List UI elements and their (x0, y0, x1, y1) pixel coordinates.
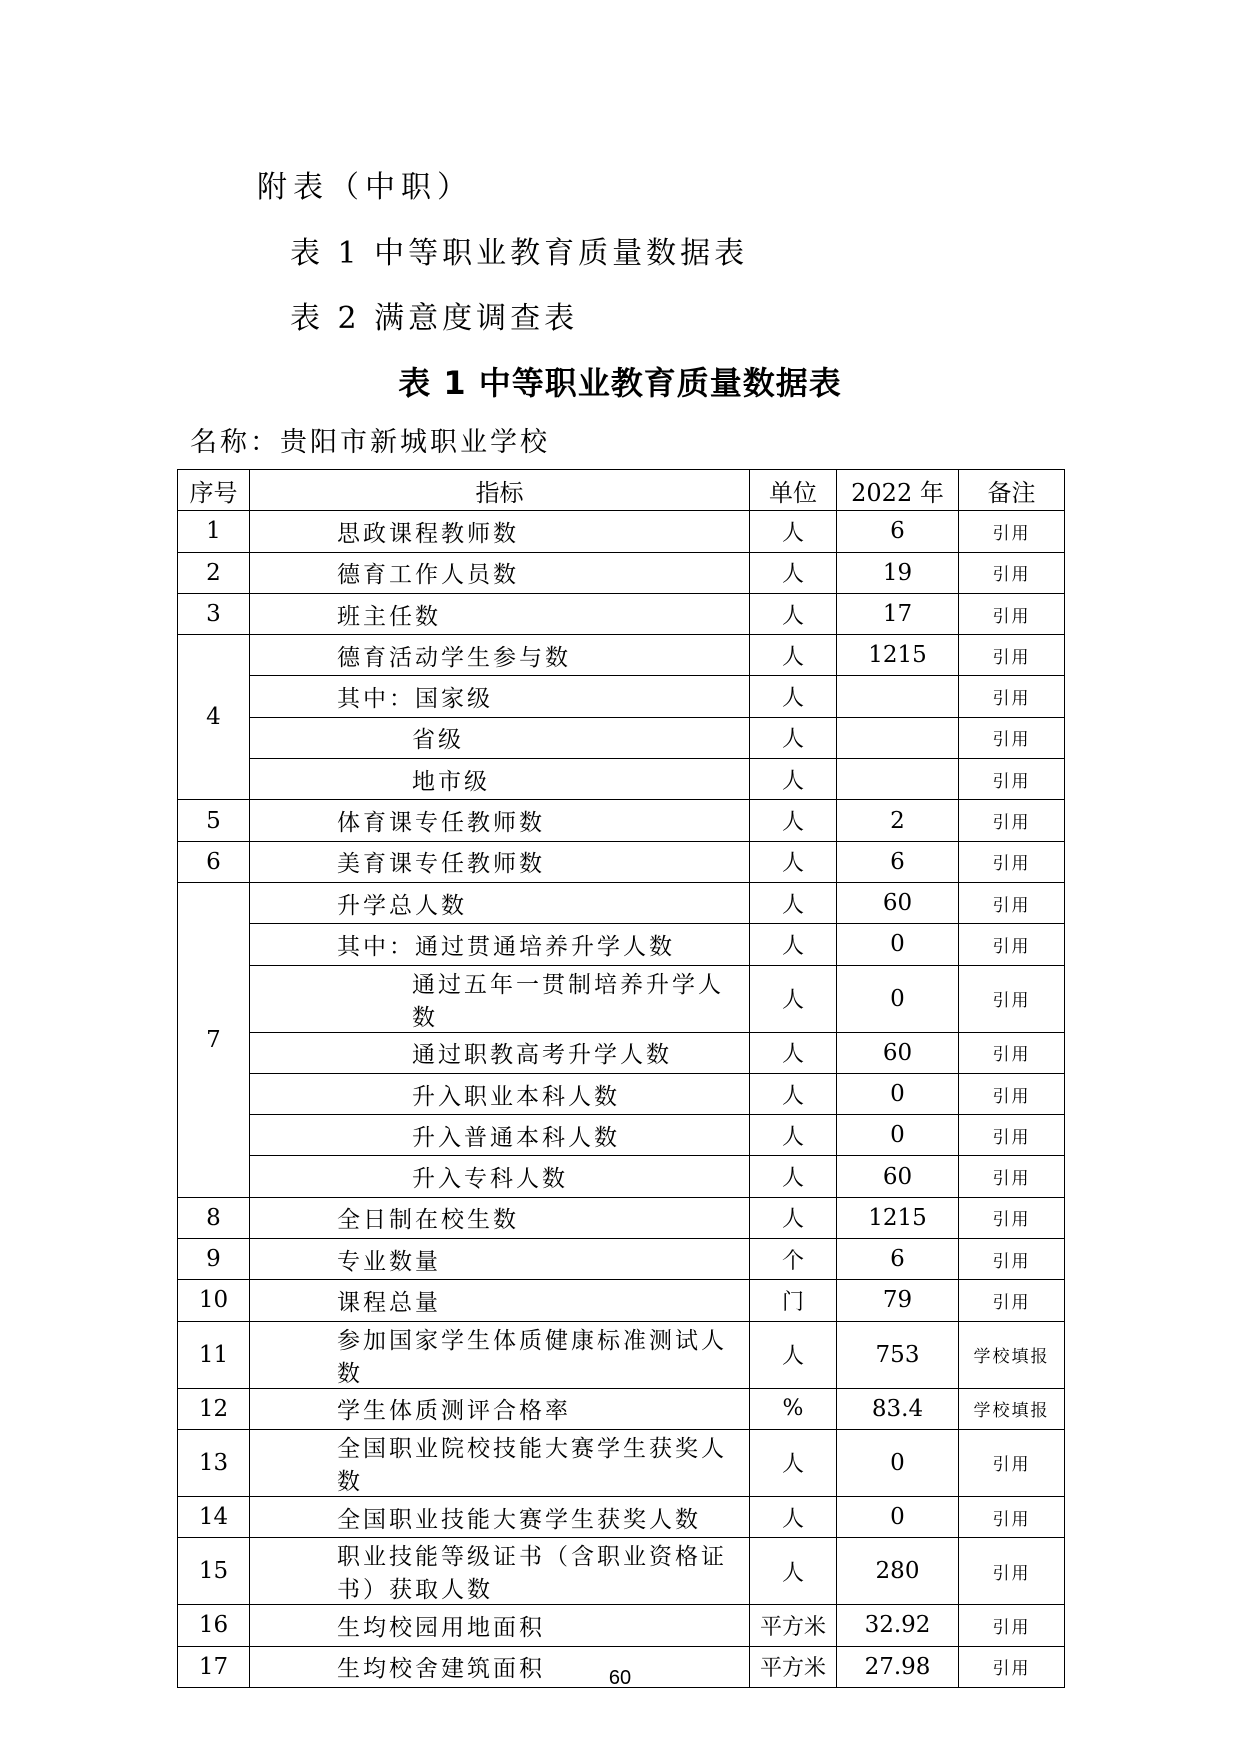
value-cell: 32.92 (837, 1605, 959, 1646)
unit-cell: 个 (750, 1239, 837, 1280)
indicator-cell: 课程总量 (250, 1280, 750, 1321)
value-cell: 27.98 (837, 1646, 959, 1687)
table-row (178, 593, 1065, 634)
note-cell: 引用 (959, 1429, 1065, 1496)
note-cell: 引用 (959, 1239, 1065, 1280)
value-cell: 1215 (837, 1197, 959, 1238)
table-row (178, 1032, 1065, 1073)
unit-cell: 人 (750, 841, 837, 882)
table-row (178, 552, 1065, 593)
indicator-cell: 升入专科人数 (250, 1156, 750, 1197)
note-cell: 引用 (959, 800, 1065, 841)
page-number: 60 (608, 1667, 632, 1689)
note-cell: 引用 (959, 1032, 1065, 1073)
value-cell: 60 (837, 1156, 959, 1197)
note-cell: 引用 (959, 1156, 1065, 1197)
unit-cell: 人 (750, 717, 837, 758)
value-cell (837, 676, 959, 717)
note-cell: 引用 (959, 1496, 1065, 1537)
unit-cell: 人 (750, 1197, 837, 1238)
note-cell: 学校填报 (959, 1388, 1065, 1429)
unit-cell: 人 (750, 800, 837, 841)
unit-cell: 人 (750, 1496, 837, 1537)
indicator-cell: 其中：通过贯通培养升学人数 (250, 924, 750, 965)
quality-data-table (177, 469, 1065, 1688)
table-row (178, 1388, 1065, 1429)
unit-cell: 平方米 (750, 1646, 837, 1687)
table-row (178, 841, 1065, 882)
table-row (178, 1321, 1065, 1388)
table-row (178, 965, 1065, 1032)
indicator-cell: 职业技能等级证书（含职业资格证书）获取人数 (250, 1538, 750, 1605)
unit-cell: 门 (750, 1280, 837, 1321)
indicator-cell: 体育课专任教师数 (250, 800, 750, 841)
indicator-cell: 学生体质测评合格率 (250, 1388, 750, 1429)
row-number: 14 (178, 1496, 250, 1537)
value-cell: 17 (837, 593, 959, 634)
row-number: 1 (178, 511, 250, 552)
indicator-cell: 生均校舍建筑面积 (250, 1646, 750, 1687)
unit-cell: 人 (750, 965, 837, 1032)
table-row (178, 800, 1065, 841)
value-cell: 79 (837, 1280, 959, 1321)
note-cell: 引用 (959, 635, 1065, 676)
note-cell: 引用 (959, 924, 1065, 965)
unit-cell: 人 (750, 1156, 837, 1197)
appendix-title: 附表（中职） (257, 170, 473, 205)
unit-cell: 人 (750, 882, 837, 923)
unit-cell: % (750, 1388, 837, 1429)
note-cell: 引用 (959, 676, 1065, 717)
value-cell: 1215 (837, 635, 959, 676)
value-cell: 280 (837, 1538, 959, 1605)
row-number: 5 (178, 800, 250, 841)
note-cell: 引用 (959, 1115, 1065, 1156)
row-number: 3 (178, 593, 250, 634)
value-cell (837, 759, 959, 800)
indicator-cell: 升入普通本科人数 (250, 1115, 750, 1156)
header-year: 2022 年 (837, 470, 959, 511)
value-cell: 0 (837, 924, 959, 965)
value-cell (837, 717, 959, 758)
unit-cell: 人 (750, 1073, 837, 1114)
table-row (178, 635, 1065, 676)
indicator-cell: 德育工作人员数 (250, 552, 750, 593)
row-number: 15 (178, 1538, 250, 1605)
value-cell: 0 (837, 1496, 959, 1537)
note-cell: 引用 (959, 511, 1065, 552)
header-note: 备注 (959, 470, 1065, 511)
value-cell: 2 (837, 800, 959, 841)
value-cell: 0 (837, 1115, 959, 1156)
table-row (178, 1239, 1065, 1280)
indicator-cell: 地市级 (250, 759, 750, 800)
header-indicator: 指标 (250, 470, 750, 511)
table-row (178, 1429, 1065, 1496)
unit-cell: 人 (750, 1321, 837, 1388)
row-number: 16 (178, 1605, 250, 1646)
note-cell: 引用 (959, 552, 1065, 593)
unit-cell: 人 (750, 1032, 837, 1073)
toc-item-table2: 表 2 满意度调查表 (290, 301, 579, 336)
indicator-cell: 思政课程教师数 (250, 511, 750, 552)
table-row (178, 759, 1065, 800)
note-cell: 引用 (959, 1280, 1065, 1321)
indicator-cell: 升学总人数 (250, 882, 750, 923)
table-row (178, 511, 1065, 552)
indicator-cell: 班主任数 (250, 593, 750, 634)
indicator-cell: 升入职业本科人数 (250, 1073, 750, 1114)
unit-cell: 人 (750, 1538, 837, 1605)
value-cell: 60 (837, 882, 959, 923)
note-cell: 学校填报 (959, 1321, 1065, 1388)
row-number: 12 (178, 1388, 250, 1429)
indicator-cell: 全日制在校生数 (250, 1197, 750, 1238)
note-cell: 引用 (959, 1646, 1065, 1687)
unit-cell: 人 (750, 593, 837, 634)
row-number: 4 (178, 635, 250, 800)
row-number: 17 (178, 1646, 250, 1687)
row-number: 2 (178, 552, 250, 593)
row-number: 10 (178, 1280, 250, 1321)
table-row (178, 1197, 1065, 1238)
indicator-cell: 全国职业院校技能大赛学生获奖人数 (250, 1429, 750, 1496)
table-row (178, 1496, 1065, 1537)
table-row (178, 1280, 1065, 1321)
table-row (178, 1605, 1065, 1646)
table-body (178, 511, 1065, 1688)
indicator-cell: 通过职教高考升学人数 (250, 1032, 750, 1073)
note-cell: 引用 (959, 1605, 1065, 1646)
row-number: 6 (178, 841, 250, 882)
row-number: 11 (178, 1321, 250, 1388)
note-cell: 引用 (959, 841, 1065, 882)
note-cell: 引用 (959, 1197, 1065, 1238)
value-cell: 0 (837, 1073, 959, 1114)
row-number: 9 (178, 1239, 250, 1280)
unit-cell: 人 (750, 511, 837, 552)
note-cell: 引用 (959, 882, 1065, 923)
indicator-cell: 德育活动学生参与数 (250, 635, 750, 676)
table-header-row (178, 470, 1065, 511)
table-row (178, 1073, 1065, 1114)
indicator-cell: 省级 (250, 717, 750, 758)
unit-cell: 人 (750, 759, 837, 800)
value-cell: 83.4 (837, 1388, 959, 1429)
note-cell: 引用 (959, 1538, 1065, 1605)
note-cell: 引用 (959, 593, 1065, 634)
indicator-cell: 通过五年一贯制培养升学人数 (250, 965, 750, 1032)
unit-cell: 人 (750, 1115, 837, 1156)
note-cell: 引用 (959, 965, 1065, 1032)
table-row (178, 1156, 1065, 1197)
value-cell: 0 (837, 1429, 959, 1496)
unit-cell: 人 (750, 635, 837, 676)
note-cell: 引用 (959, 1073, 1065, 1114)
indicator-cell: 全国职业技能大赛学生获奖人数 (250, 1496, 750, 1537)
unit-cell: 人 (750, 552, 837, 593)
table-row (178, 717, 1065, 758)
table-row (178, 1115, 1065, 1156)
indicator-cell: 专业数量 (250, 1239, 750, 1280)
indicator-cell: 生均校园用地面积 (250, 1605, 750, 1646)
note-cell: 引用 (959, 717, 1065, 758)
indicator-cell: 美育课专任教师数 (250, 841, 750, 882)
unit-cell: 人 (750, 924, 837, 965)
indicator-cell: 其中：国家级 (250, 676, 750, 717)
unit-cell: 人 (750, 1429, 837, 1496)
note-cell: 引用 (959, 759, 1065, 800)
value-cell: 19 (837, 552, 959, 593)
indicator-cell: 参加国家学生体质健康标准测试人数 (250, 1321, 750, 1388)
row-number: 13 (178, 1429, 250, 1496)
value-cell: 6 (837, 841, 959, 882)
table-row (178, 1538, 1065, 1605)
table-title: 表 1 中等职业教育质量数据表 (398, 364, 842, 402)
value-cell: 0 (837, 965, 959, 1032)
unit-cell: 平方米 (750, 1605, 837, 1646)
header-no: 序号 (178, 470, 250, 511)
value-cell: 60 (837, 1032, 959, 1073)
value-cell: 753 (837, 1321, 959, 1388)
unit-cell: 人 (750, 676, 837, 717)
school-name: 名称：贵阳市新城职业学校 (190, 427, 550, 458)
value-cell: 6 (837, 511, 959, 552)
toc-item-table1: 表 1 中等职业教育质量数据表 (290, 236, 749, 271)
table-row (178, 676, 1065, 717)
table-row (178, 882, 1065, 923)
header-unit: 单位 (750, 470, 837, 511)
table-row (178, 924, 1065, 965)
value-cell: 6 (837, 1239, 959, 1280)
row-number: 8 (178, 1197, 250, 1238)
row-number: 7 (178, 882, 250, 1197)
